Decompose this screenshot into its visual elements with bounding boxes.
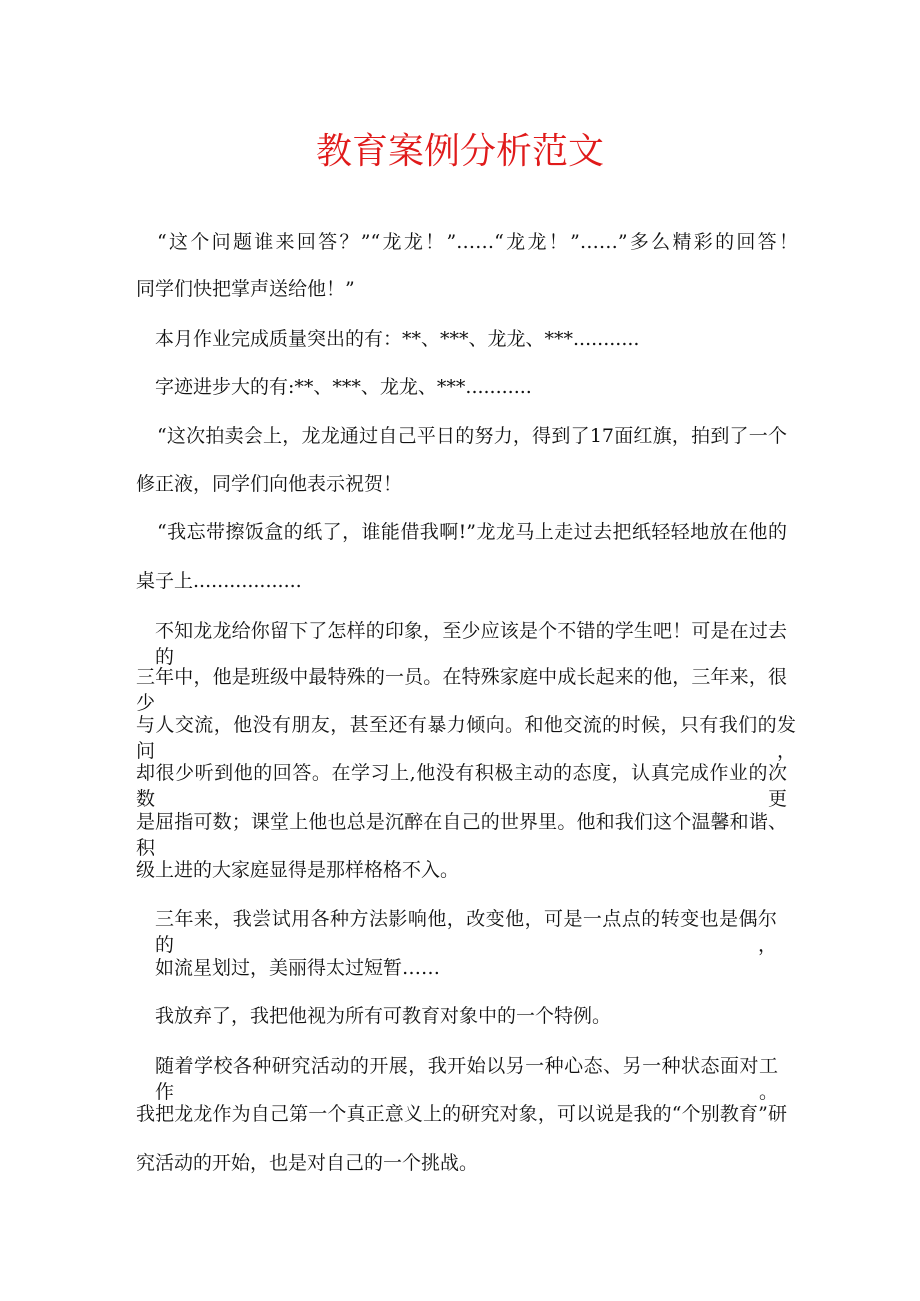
paragraph-line: 随着学校各种研究活动的开展，我开始以另一种心态、另一种状态面对工作。 xyxy=(155,1055,778,1103)
paragraph-line: 三年来，我尝试用各种方法影响他，改变他，可是一点点的转变也是偶尔的， xyxy=(155,908,777,956)
paragraph-line: 如流星划过，美丽得太过短暂…… xyxy=(155,957,441,979)
paragraph-line: 与人交流，他没有朋友，甚至还有暴力倾向。和他交流的时候，只有我们的发问， xyxy=(136,714,796,762)
paragraph-line: “这个问题谁来回答？”“龙龙！”……“龙龙！”……”多么精彩的回答！ xyxy=(157,231,798,253)
paragraph-line: 却很少听到他的回答。在学习上,他没有积极主动的态度，认真完成作业的次数更 xyxy=(136,762,787,810)
paragraph-line: 同学们快把掌声送给他！” xyxy=(136,278,355,300)
paragraph-line: 级上进的大家庭显得是那样格格不入。 xyxy=(136,859,460,881)
paragraph-line: 本月作业完成质量突出的有：**、***、龙龙、***........... xyxy=(155,328,640,350)
paragraph-line: 究活动的开始，也是对自己的一个挑战。 xyxy=(136,1152,479,1174)
paragraph-line: “这次拍卖会上，龙龙通过自己平日的努力，得到了17面红旗，拍到了一个 xyxy=(157,425,787,447)
paragraph-line: 不知龙龙给你留下了怎样的印象，至少应该是个不错的学生吧！可是在过去的 xyxy=(155,620,787,668)
paragraph-line: 我放弃了，我把他视为所有可教育对象中的一个特例。 xyxy=(155,1005,612,1027)
paragraph-line: 修正液，同学们向他表示祝贺！ xyxy=(136,473,403,495)
paragraph-line: 三年中，他是班级中最特殊的一员。在特殊家庭中成长起来的他，三年来，很少 xyxy=(136,666,787,714)
paragraph-line: 是屈指可数；课堂上他也总是沉醉在自己的世界里。他和我们这个温馨和谐、积 xyxy=(136,811,787,859)
paragraph-line: 我把龙龙作为自己第一个真正意义上的研究对象，可以说是我的“个别教育”研 xyxy=(136,1103,787,1125)
paragraph-line: 字迹进步大的有:**、***、龙龙、***........... xyxy=(155,376,532,398)
paragraph-line: “我忘带擦饭盒的纸了，谁能借我啊!”龙龙马上走过去把纸轻轻地放在他的 xyxy=(157,521,787,543)
document-title: 教育案例分析范文 xyxy=(315,131,604,172)
paragraph-line: 桌子上.................. xyxy=(136,570,302,592)
